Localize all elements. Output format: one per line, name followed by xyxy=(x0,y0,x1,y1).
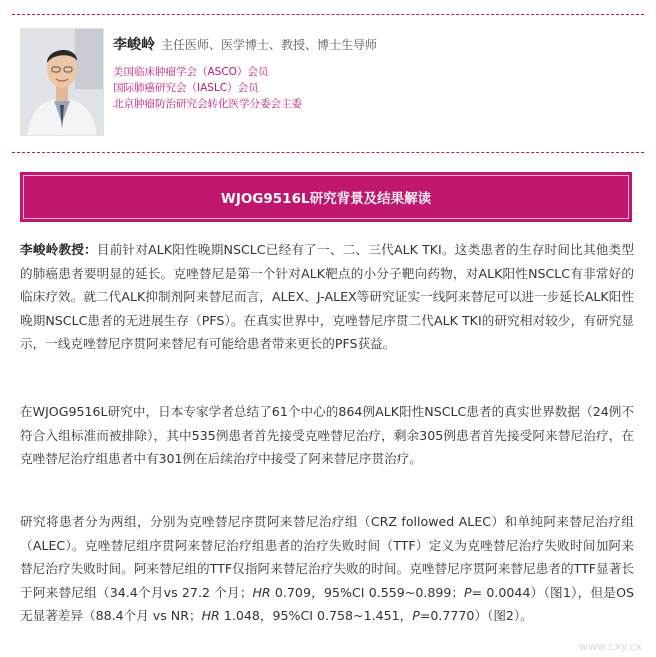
p-label-1: P xyxy=(464,584,472,600)
author-photo xyxy=(20,28,104,136)
paragraph-3-text-e: =0.7770）（图2）。 xyxy=(419,608,533,623)
paragraph-2-text: 在WJOG9516L研究中，日本专家学者总结了61个中心的864例ALK阳性NSCLC患者的真实世界数据（24例不符合入组标准而被排除），其中535例患者首先接受克唑替尼治疗，剩余305例患者首先接受阿来替尼治疗，在克唑替尼治疗组患者中有301例在后续治疗中接受了阿来替尼序贯治疗。 xyxy=(20,404,634,466)
paragraph-2 xyxy=(20,400,634,471)
speaker-label: 李峻岭教授： xyxy=(20,242,97,257)
author-profile xyxy=(20,28,636,138)
middle-dashed-divider xyxy=(12,152,644,153)
paragraph-3 xyxy=(20,510,634,628)
paragraph-1 xyxy=(20,238,634,356)
watermark: www.cxy.cx xyxy=(578,640,642,653)
top-dashed-divider xyxy=(12,14,644,15)
paragraph-3-text-d: 1.048，95%CI 0.758~1.451， xyxy=(219,608,413,623)
section-banner xyxy=(20,172,632,222)
paragraph-3-text-a: 研究将患者分为两组，分别为克唑替尼序贯阿来替尼治疗组（CRZ followed ALEC）和单纯阿来替尼治疗组（ALEC）。克唑替尼组序贯阿来替尼治疗组患者的治疗失败时间（TTF）定义为克唑替尼治疗失败时间加阿来替尼治疗失败时间。阿来替尼组的TTF仅指阿来替尼治疗失败的时间。克唑替尼序贯阿来替尼患者的TTF显著长于阿来替尼组（34.4个月vs 27.2 个月； xyxy=(20,514,634,600)
section-banner-title: WJOG9516L研究背景及结果解读 xyxy=(23,175,629,219)
affiliation-beijing: 北京肿瘤防治研究会转化医学分委会主委 xyxy=(113,98,302,110)
paragraph-3-text-b: 0.709，95%CI 0.559~0.899； xyxy=(270,584,464,600)
paragraph-3-text-c: = 0.0044）（图1），但是OS无显著差异（88.4个月 vs NR； xyxy=(20,584,634,623)
author-name: 李峻岭 xyxy=(113,37,155,53)
author-name-line xyxy=(113,34,377,54)
paragraph-1-text: 目前针对ALK阳性晚期NSCLC已经有了一、二、三代ALK TKI。这类患者的生存时间比其他类型的肺癌患者要明显的延长。克唑替尼是第一个针对ALK靶点的小分子靶向药物，对ALK阳性NSCLC有非常好的临床疗效。就二代ALK抑制剂阿来替尼而言，ALEX、J-ALEX等研究证实一线阿来替尼可以进一步延长ALK阳性晚期NSCLC患者的无进展生存（PFS）。在真实世界中，克唑替尼序贯二代ALK TKI的研究相对较少，有研究显示，一线克唑替尼序贯阿来替尼有可能给患者带来更长的PFS获益。 xyxy=(20,242,635,351)
p-label-2: P xyxy=(412,608,420,623)
author-title: 主任医师、医学博士、教授、博士生导师 xyxy=(161,38,378,52)
hr-label-1: HR xyxy=(252,584,271,600)
affiliation-iaslc: 国际肺癌研究会（IASLC）会员 xyxy=(113,82,259,94)
affiliation-asco: 美国临床肿瘤学会（ASCO）会员 xyxy=(113,66,269,78)
hr-label-2: HR xyxy=(201,608,220,623)
